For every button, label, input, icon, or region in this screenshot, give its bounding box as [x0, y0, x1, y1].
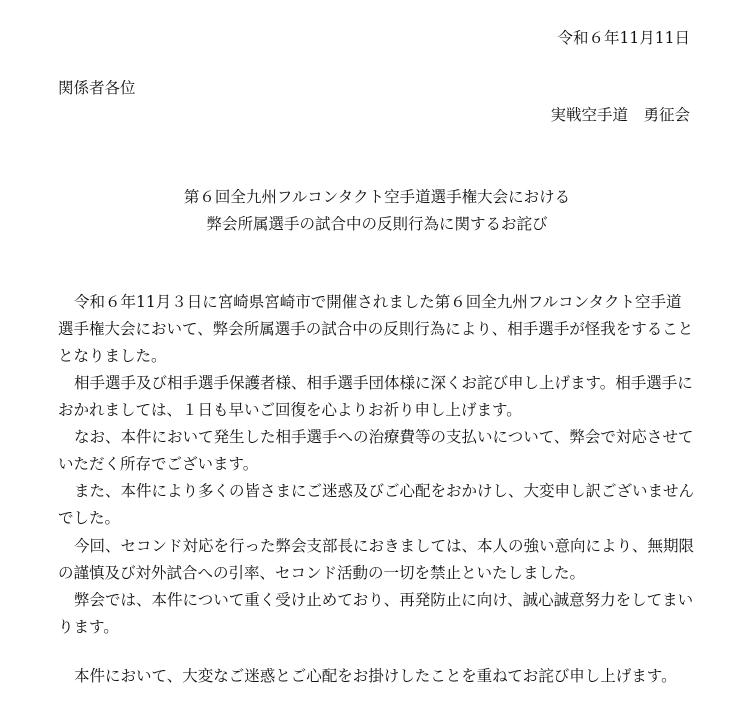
addressee: 関係者各位 — [58, 79, 136, 97]
sender: 実戦空手道 勇征会 — [550, 106, 690, 124]
body-line: おかれましては、１日も早いご回復を心よりお祈り申し上げます。 — [58, 401, 522, 419]
body-line: となりました。 — [58, 347, 167, 365]
body-line: いただく所存でございます。 — [58, 455, 259, 473]
body-line: 相手選手及び相手選手保護者様、相手選手団体様に深くお詫び申し上げます。相手選手に — [74, 374, 693, 392]
body-line: 選手権大会において、弊会所属選手の試合中の反則行為により、相手選手が怪我をすること — [58, 320, 694, 338]
body-line: なお、本件において発生した相手選手への治療費等の支払いについて、弊会で対応させて — [74, 428, 694, 446]
body-line: 弊会では、本件について重く受け止めており、再発防止に向け、誠心誠意努力をしてまい — [74, 591, 694, 609]
title-line-2: 弊会所属選手の試合中の反則行為に関するお詫び — [206, 215, 548, 233]
body-line: 今回、セコンド対応を行った弊会支部長におきましては、本人の強い意向により、無期限 — [74, 537, 695, 555]
body-line: でした。 — [58, 509, 121, 527]
closing-line: 本件において、大変なご迷惑とご心配をお掛けしたことを重ねてお詫び申し上げます。 — [74, 667, 677, 685]
body-line: また、本件により多くの皆さまにご迷惑及びご心配をおかけし、大変申し訳ございません — [74, 482, 695, 500]
body-line: ります。 — [58, 618, 119, 636]
body-line: 令和６年11月３日に宮崎県宮崎市で開催されました第６回全九州フルコンタクト空手道 — [74, 293, 682, 311]
document-date: 令和６年11月11日 — [557, 29, 690, 47]
title-line-1: 第６回全九州フルコンタクト空手道選手権大会における — [183, 188, 571, 206]
body-line: の謹慎及び対外試合への引率、セコンド活動の一切を禁止といたしました。 — [58, 564, 586, 582]
